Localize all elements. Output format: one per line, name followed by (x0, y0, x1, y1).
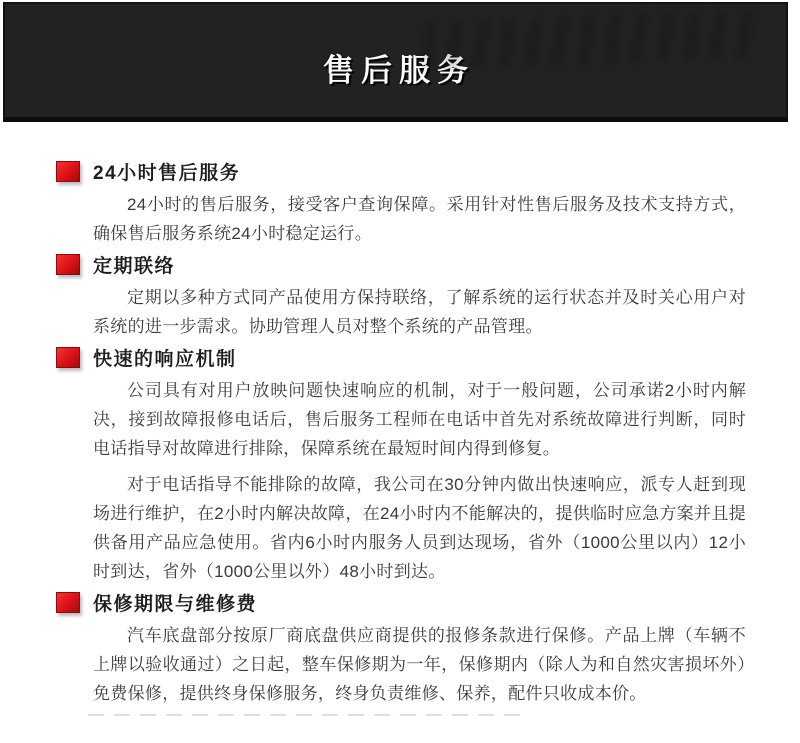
section-heading: 快速的响应机制 (93, 348, 237, 370)
section-paragraph: 24小时的售后服务，接受客户查询保障。采用针对性售后服务及技术支持方式，确保售后服务系统24小时稳定运行。 (93, 195, 746, 243)
section-heading-row (56, 344, 746, 370)
scan-artifact-line (88, 714, 520, 716)
section-heading-row (56, 589, 746, 615)
watermark-smear (424, 10, 755, 69)
section-heading-row (56, 158, 746, 184)
section-paragraph: 定期以多种方式同产品使用方保持联络，了解系统的运行状态并及时关心用户对系统的进一步需求。协助管理人员对整个系统的产品管理。 (93, 288, 746, 336)
section-heading-row (56, 251, 746, 277)
section-paragraph: 汽车底盘部分按原厂商底盘供应商提供的报修条款进行保修。产品上牌（车辆不上牌以验收通过）之日起，整车保修期为一年，保修期内（除人为和自然灾害损坏外）免费保修，提供终身保修服务，终身负责维修、保养，配件只收成本价。 (93, 626, 746, 703)
section-paragraph: 对于电话指导不能排除的故障，我公司在30分钟内做出快速响应，派专人赶到现场进行维护，在2小时内解决故障，在24小时内不能解决的，提供临时应急方案并且提供备用产品应急使用。省内6小时内服务人员到达现场，省外（1000公里以内）12小时到达，省外（1000公里以外）48小时到达。 (93, 475, 746, 581)
content-area (0, 122, 800, 708)
after-sales-service-page (0, 2, 800, 708)
section-24h-service (56, 158, 746, 248)
section-warranty-fees (56, 589, 746, 708)
section-heading: 保修期限与维修费 (93, 593, 258, 615)
page-title: 售后服务 (323, 53, 475, 88)
red-square-bullet-icon (56, 161, 80, 182)
section-heading: 定期联络 (93, 255, 176, 277)
red-square-bullet-icon (56, 347, 80, 368)
red-square-bullet-icon (56, 592, 80, 613)
red-square-bullet-icon (56, 254, 80, 275)
section-heading: 24小时售后服务 (93, 162, 241, 184)
section-rapid-response (56, 344, 746, 586)
page-header-banner (3, 2, 788, 122)
section-paragraph: 公司具有对用户放映问题快速响应的机制，对于一般问题，公司承诺2小时内解决，接到故障报修电话后，售后服务工程师在电话中首先对系统故障进行判断，同时电话指导对故障进行排除，保障系统在最短时间内得到修复。 (93, 381, 746, 458)
section-regular-contact (56, 251, 746, 341)
